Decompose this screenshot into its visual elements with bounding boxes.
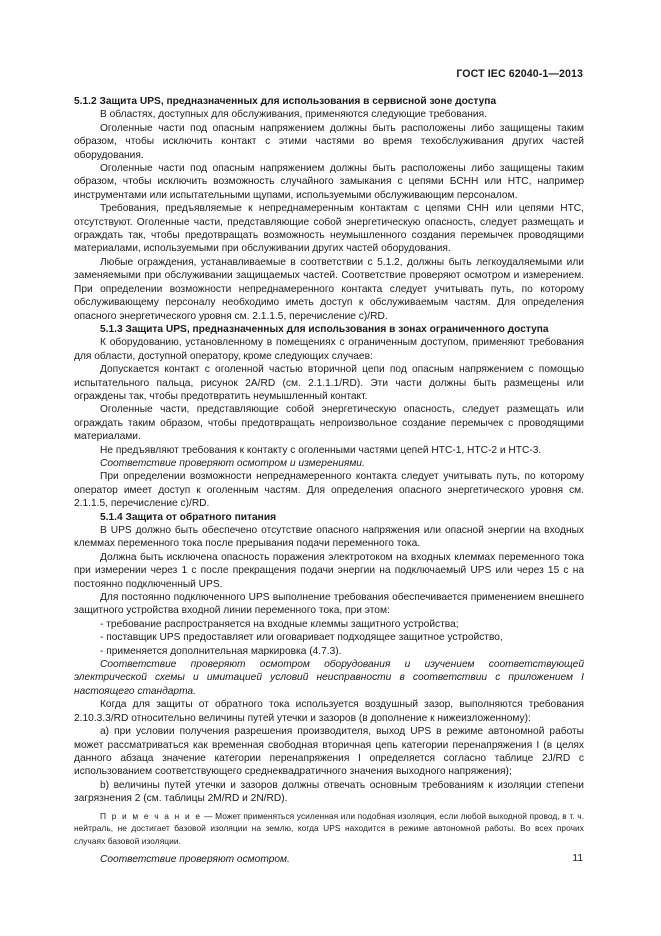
section-heading: 5.1.4 Защита от обратного питания bbox=[100, 511, 277, 523]
paragraph: Любые ограждения, устанавливаемые в соответствии с 5.1.2, должны быть легкоудаляемыми или заменяемыми при обслуживании защищаемых частей. Соответствие проверяют осмотром и измерением. При определении возможности непреднамеренного контакта следует учитывать путь, по которому обслуживающему персоналу необходимо иметь доступ к обслуживаемым частям. Для определения опасного энергетического уровня см. 2.1.1.5, перечисление с)/RD. bbox=[74, 256, 584, 322]
paragraph: Когда для защиты от обратного тока используется воздушный зазор, выполняются требования 2.10.3.3/RD относительно величины путей утечки и зазоров (в дополнение к нижеизложенному): bbox=[74, 699, 584, 724]
paragraph: В UPS должно быть обеспечено отсутствие опасного напряжения или опасной энергии на входных клеммах переменного тока после прерывания подачи переменного тока. bbox=[74, 525, 584, 550]
paragraph: В областях, доступных для обслуживания, применяются следующие требования. bbox=[100, 109, 487, 121]
note-text: — Может применяться усиленная или подобная изоляция, если любой выходной провод, в т. ч. нейтраль, не достигает базовой изоляции на землю, когда UPS находится в режиме автономной работы. Во всех прочих случаях базовой изоляции. bbox=[74, 810, 584, 846]
paragraph: Оголенные части под опасным напряжением должны быть расположены либо защищены таким образом, чтобы исключить возможность случайного замыкания с цепями БСНН или НТС, например инструментами или испытательными щупами, используемыми обслуживающим персоналом. bbox=[74, 163, 584, 201]
paragraph: Допускается контакт с оголенной частью вторичной цепи под опасным напряжением с помощью испытательного пальца, рисунок 2A/RD (см. 2.1.1.1/RD). Эти части должны быть размещены или ограждены так, чтобы предотвратить неумышленный контакт. bbox=[74, 364, 584, 402]
list-item: - поставщик UPS предоставляет или оговаривает подходящее защитное устройство, bbox=[100, 632, 503, 644]
section-heading: 5.1.3 Защита UPS, предназначенных для использования в зонах ограниченного доступа bbox=[100, 323, 549, 335]
paragraph: Требования, предъявляемые к непреднамеренным контактам с цепями СНН или цепями НТС, отсутствуют. Оголенные части, представляющие собой энергетическую опасность, следует размещать и ограждать так, чтобы предотвращать возможность неумышленного создания перемычек проводящими материалами, используемыми при обслуживании других частей оборудования. bbox=[74, 203, 584, 255]
list-item: - применяется дополнительная маркировка (4.7.3). bbox=[100, 645, 342, 657]
section-heading: 5.1.2 Защита UPS, предназначенных для использования в сервисной зоне доступа bbox=[74, 96, 497, 107]
page-number: 11 bbox=[572, 853, 583, 864]
compliance-statement: Соответствие проверяют осмотром. bbox=[100, 854, 290, 866]
note-label: П р и м е ч а н и е bbox=[100, 810, 202, 821]
paragraph: К оборудованию, установленному в помещениях с ограниченным доступом, применяют требования для области, доступной оператору, кроме следующих случаев: bbox=[74, 337, 584, 362]
document-body bbox=[74, 95, 584, 867]
compliance-statement: Соответствие проверяют осмотром оборудования и изучением соответствующей электрической схемы и имитацией условий неисправности в соответствии с приложением I настоящего стандарта. bbox=[74, 659, 584, 697]
paragraph: При определении возможности непреднамеренного контакта следует учитывать путь, по которому оператор имеет доступ к оголенным частям. Для определения опасного энергетического уровня см. 2.1.1.5, перечисление с)/RD. bbox=[74, 471, 584, 510]
list-item: a) при условии получения разрешения производителя, выход UPS в режиме автономной работы может рассматриваться как временная свободная вторичная цепь категории перенапряжения I (в целях данного абзаца значение категории перенапряжения I определяется согласно таблице 2J/RD с использованием соответствующего среднеквадратичного значения выходного напряжения); bbox=[74, 726, 584, 778]
paragraph: Не предъявляют требования к контакту с оголенными частями цепей НТС-1, НТС-2 и НТС-3. bbox=[100, 444, 542, 456]
note bbox=[74, 810, 584, 848]
compliance-statement: Соответствие проверяют осмотром и измерениями. bbox=[100, 457, 365, 469]
list-item: b) величины путей утечки и зазоров должны отвечать основным требованиям к изоляции степени загрязнения 2 (см. таблицы 2M/RD и 2N/RD). bbox=[74, 779, 584, 805]
document-id-header: ГОСТ IEC 62040-1—2013 bbox=[456, 68, 583, 80]
paragraph: Оголенные части под опасным напряжением должны быть расположены либо защищены таким образом, чтобы исключить контакт с этими частями во время техобслуживания других частей оборудования. bbox=[74, 122, 584, 161]
paragraph: Оголенные части, представляющие собой энергетическую опасность, следует размещать или ограждать таким образом, чтобы предотвращать непроизвольное создание перемычек с проводящими материалами. bbox=[74, 404, 584, 443]
paragraph: Должна быть исключена опасность поражения электротоком на входных клеммах переменного тока при измерении через 1 с после прекращения подачи энергии на подключаемый UPS или через 15 с на постоянно подключенный UPS. bbox=[74, 551, 584, 590]
paragraph: Для постоянно подключенного UPS выполнение требования обеспечивается применением внешнего защитного устройства входной линии переменного тока, при этом: bbox=[74, 592, 584, 617]
list-item: - требование распространяется на входные клеммы защитного устройства; bbox=[100, 618, 459, 630]
